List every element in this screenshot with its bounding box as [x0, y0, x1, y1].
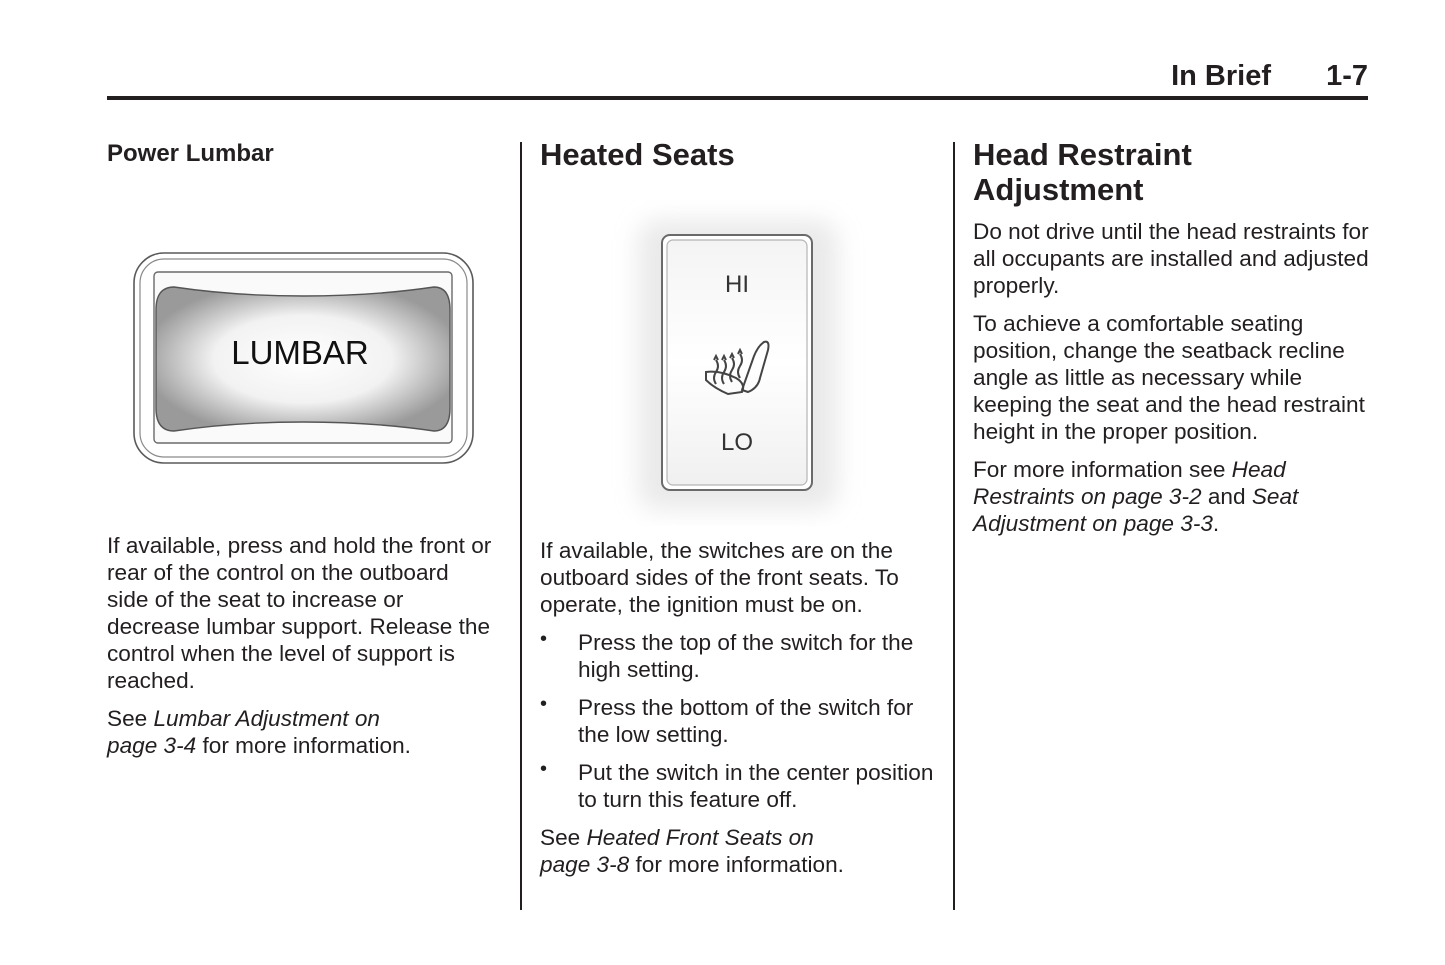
lumbar-control-figure	[130, 250, 478, 468]
list-item: • Press the top of the switch for the high setting.	[540, 628, 914, 682]
head-restraint-see-also: For more information see Head Restraints on page 3-2 and Seat Adjustment on page 3-3.	[973, 457, 1299, 536]
power-lumbar-heading: Power Lumbar	[107, 140, 274, 167]
heated-front-seats-link: Heated Front Seats on	[586, 825, 814, 850]
seat-adjustment-link: Seat Adjustment on page 3-3	[973, 484, 1299, 536]
column-head-restraint	[973, 137, 1373, 548]
section-title: In Brief	[1171, 60, 1271, 92]
head-restraint-paragraph-1: Do not drive until the head restraints for all occupants are installed and adjusted properly.	[973, 219, 1369, 298]
head-restraint-paragraph-2: To achieve a comfortable seating position, change the seatback recline angle as little as necessary while keeping the seat and the head restraint height in the proper position.	[973, 311, 1365, 444]
head-restraints-link: Head Restraints on page 3-2	[973, 457, 1286, 509]
lumbar-page-ref: page 3-4	[107, 733, 197, 758]
power-lumbar-see-also: See Lumbar Adjustment on page 3-4 for more information.	[107, 706, 411, 758]
list-item: • Put the switch in the center position to turn this feature off.	[540, 758, 934, 812]
switch-lo-label: LO	[720, 429, 754, 456]
heated-seats-text	[540, 537, 940, 889]
power-lumbar-text	[107, 532, 492, 770]
page-number: 1-7	[1326, 60, 1368, 92]
column-power-lumbar	[107, 140, 487, 167]
switch-hi-label: HI	[725, 271, 749, 298]
heated-seats-page-ref: page 3-8	[540, 852, 630, 877]
list-item: • Press the bottom of the switch for the low setting.	[540, 693, 914, 747]
column-heated-seats	[540, 137, 940, 172]
heated-seats-paragraph: If available, the switches are on the outboard sides of the front seats. To operate, the ignition must be on.	[540, 538, 899, 617]
header-rule	[107, 96, 1368, 100]
head-restraint-heading: Head Restraint Adjustment	[973, 137, 1192, 207]
lumbar-label: LUMBAR	[231, 334, 369, 371]
heated-seats-see-also: See Heated Front Seats on page 3-8 for more information.	[540, 825, 844, 877]
column-divider-1	[520, 142, 522, 910]
heated-seats-heading: Heated Seats	[540, 137, 735, 172]
power-lumbar-paragraph: If available, press and hold the front or rear of the control on the outboard side of the seat to increase or decrease lumbar support. Release the control when the level of support is reached.	[107, 533, 492, 693]
lumbar-adjustment-link: Lumbar Adjustment on	[153, 706, 380, 731]
column-divider-2	[953, 142, 955, 910]
page-header	[107, 58, 1368, 98]
heated-seat-switch-figure	[610, 200, 866, 526]
heated-seats-bullet-list	[540, 629, 940, 813]
